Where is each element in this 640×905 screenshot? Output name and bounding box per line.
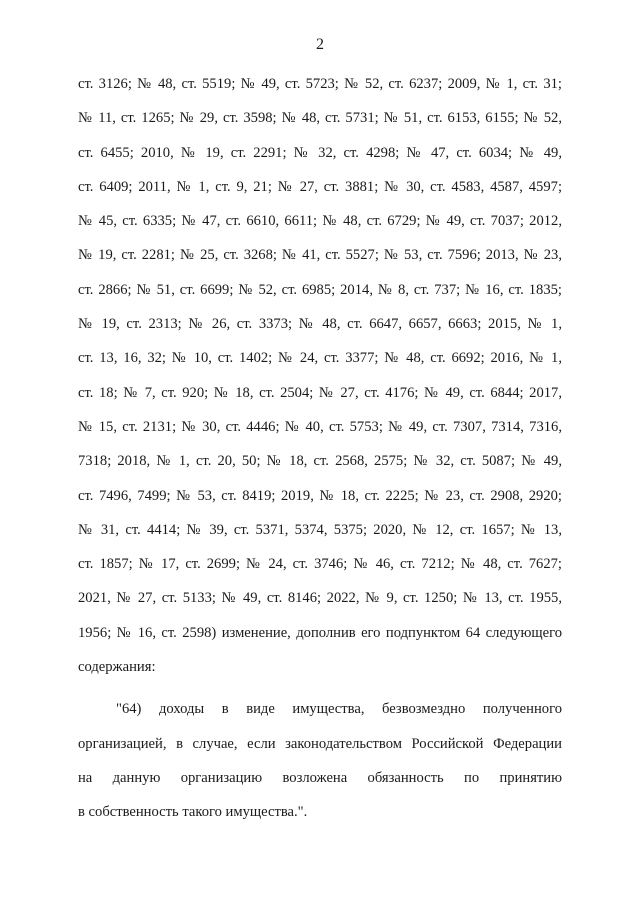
text-line: № 45, ст. 6335; № 47, ст. 6610, 6611; № 48, ст. 6729; № 49, ст. 7037; 2012, [78,213,562,230]
text-line: № 15, ст. 2131; № 30, ст. 4446; № 40, ст. 5753; № 49, ст. 7307, 7314, 7316, [78,418,562,435]
text-line: ст. 3126; № 48, ст. 5519; № 49, ст. 5723; № 52, ст. 6237; 2009, № 1, ст. 31; [78,76,562,92]
document-body [78,70,562,833]
text-line: 1956; № 16, ст. 2598) изменение, дополнив его подпунктом 64 следующего [78,624,562,641]
text-line: ст. 18; № 7, ст. 920; № 18, ст. 2504; № 27, ст. 4176; № 49, ст. 6844; 2017, [78,384,562,401]
quoted-subparagraph-line: на данную организацию возложена обязанность по принятию [78,769,562,786]
text-line: № 19, ст. 2313; № 26, ст. 3373; № 48, ст. 6647, 6657, 6663; 2015, № 1, [78,316,562,333]
text-line: ст. 6455; 2010, № 19, ст. 2291; № 32, ст. 4298; № 47, ст. 6034; № 49, [78,144,562,161]
quoted-subparagraph-line: "64) доходы в виде имущества, безвозмездно полученного [116,701,562,718]
quoted-subparagraph-line: в собственность такого имущества.". [78,804,308,821]
text-line: ст. 7496, 7499; № 53, ст. 8419; 2019, № 18, ст. 2225; № 23, ст. 2908, 2920; [78,487,562,504]
text-line: № 31, ст. 4414; № 39, ст. 5371, 5374, 5375; 2020, № 12, ст. 1657; № 13, [78,521,562,538]
page-number: 2 [316,36,324,53]
text-line: ст. 2866; № 51, ст. 6699; № 52, ст. 6985; 2014, № 8, ст. 737; № 16, ст. 1835; [78,281,562,298]
text-line: содержания: [78,659,156,676]
text-line: № 19, ст. 2281; № 25, ст. 3268; № 41, ст. 5527; № 53, ст. 7596; 2013, № 23, [78,247,562,264]
text-line: 7318; 2018, № 1, ст. 20, 50; № 18, ст. 2568, 2575; № 32, ст. 5087; № 49, [78,453,562,470]
text-line: ст. 1857; № 17, ст. 2699; № 24, ст. 3746; № 46, ст. 7212; № 48, ст. 7627; [78,556,562,573]
text-line: 2021, № 27, ст. 5133; № 49, ст. 8146; 2022, № 9, ст. 1250; № 13, ст. 1955, [78,590,562,607]
text-line: ст. 13, 16, 32; № 10, ст. 1402; № 24, ст. 3377; № 48, ст. 6692; 2016, № 1, [78,350,562,367]
quoted-subparagraph-line: организацией, в случае, если законодательством Российской Федерации [78,735,562,752]
text-line: № 11, ст. 1265; № 29, ст. 3598; № 48, ст. 5731; № 51, ст. 6153, 6155; № 52, [78,110,562,127]
text-line: ст. 6409; 2011, № 1, ст. 9, 21; № 27, ст. 3881; № 30, ст. 4583, 4587, 4597; [78,178,562,195]
